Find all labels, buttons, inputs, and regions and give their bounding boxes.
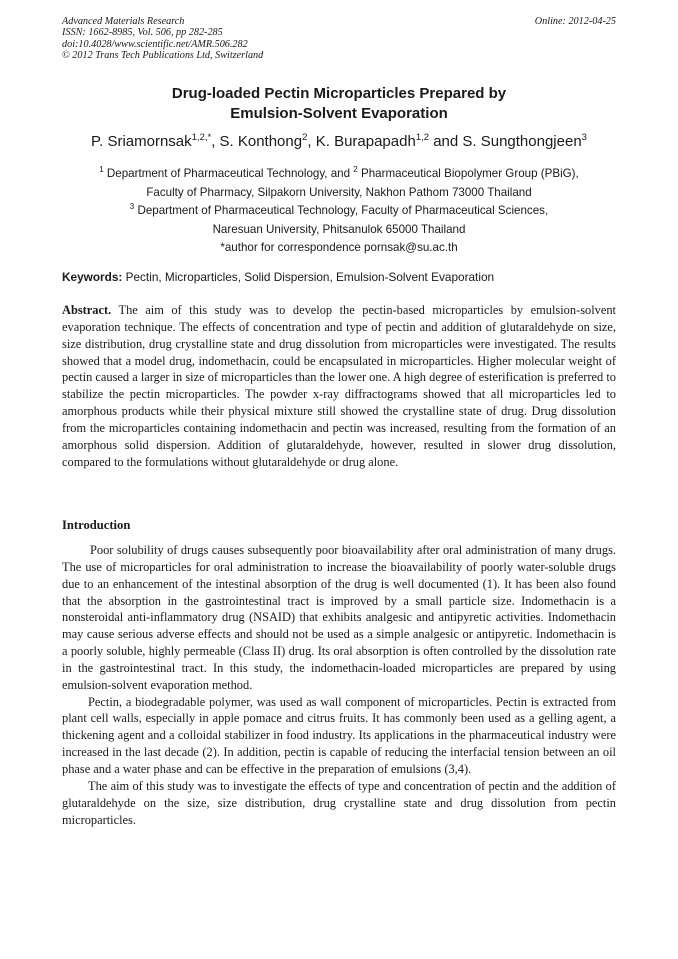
title-line-1: Drug-loaded Pectin Microparticles Prepared by: [171, 85, 507, 102]
author-affiliation-mark: 1,2: [415, 132, 430, 143]
paragraph: Pectin, a biodegradable polymer, was used as wall component of microparticles. Pectin is extracted from plant cell walls, especially in apple pomace and citrus fruits. It has commonly been used as a gelling agent, a thickening agent and a colloidal stabilizer in food industry. Its applications in the pharmaceutical industry were increased in the last decade (2). In addition, pectin is capable of reducing the interfacial tension between an oil phase and a water phase and can be effective in the preparation of emulsions (3,4).: [62, 694, 616, 776]
affiliation-mark: 3: [129, 202, 135, 212]
author-name: , S. Konthong: [211, 133, 303, 150]
affiliation-text: Department of Pharmaceutical Technology, Faculty of Pharmaceutical Sciences,: [134, 204, 549, 217]
introduction-body: [62, 542, 616, 828]
journal-header: [62, 16, 263, 62]
author-affiliation-mark: 3: [581, 132, 587, 143]
copyright-line: © 2012 Trans Tech Publications Ltd, Switzerland: [62, 50, 264, 62]
correspondence-line[interactable]: *author for correspondence pornsak@su.ac.th: [220, 241, 458, 254]
paragraph: The aim of this study was to investigate the effects of type and concentration of pectin and the addition of glutaraldehyde on the size, size distribution, drug crystalline state and drug dissolution from pectin microparticles.: [62, 778, 616, 827]
affiliation-line: [62, 202, 616, 221]
keywords-text: Pectin, Microparticles, Solid Dispersion, Emulsion-Solvent Evaporation: [122, 270, 495, 284]
affiliation-line: Naresuan University, Phitsanulok 65000 Thailand: [212, 222, 466, 236]
affiliation-line: [62, 165, 616, 184]
affiliations: [62, 165, 616, 258]
paper-title: [62, 84, 616, 124]
online-date: Online: 2012-04-25: [534, 16, 616, 27]
affiliation-mark: 2: [353, 165, 358, 175]
affiliation-mark: 1: [99, 165, 104, 175]
keywords-label: Keywords:: [62, 270, 123, 284]
paragraph: Poor solubility of drugs causes subsequently poor bioavailability after oral administration of many drugs. The use of microparticles for oral administration to increase the bioavailability of poorly water-soluble drugs due to an enhancement of the intestinal absorption of the drug is well documented (1). It has been also found that the absorption in the gastrointestinal tract is improved by a small particle size. Indomethacin is a nonsteroidal anti-inflammatory drug (NSAID) that exhibits analgesic and antipyretic activities. Indomethacin may cause serious adverse effects and should not be used as a simple analgesic or antipyretic. Indomethacin is a poorly soluble, highly permeable (Class II) drug. Its oral absorption is often controlled by the dissolution rate in the gastrointestinal tract. In this study, the indomethacin-loaded microparticles are prepared by using emulsion-solvent evaporation method.: [62, 543, 616, 692]
abstract-label: Abstract.: [62, 303, 112, 317]
affiliation-text: Department of Pharmaceutical Technology, and: [103, 167, 354, 180]
author-name: and S. Sungthongjeen: [429, 133, 582, 150]
abstract: [62, 302, 616, 470]
doi-line[interactable]: doi:10.4028/www.scientific.net/AMR.506.282: [62, 38, 248, 50]
author-affiliation-mark: 2: [302, 132, 308, 143]
journal-name: Advanced Materials Research: [62, 16, 185, 27]
author-list: [62, 132, 616, 152]
affiliation-line: Faculty of Pharmacy, Silpakorn University, Nakhon Pathom 73000 Thailand: [146, 185, 532, 199]
keywords: [62, 270, 616, 284]
author-name: , K. Burapapadh: [307, 133, 416, 150]
abstract-text: The aim of this study was to develop the pectin-based microparticles by emulsion-solvent evaporation technique. The effects of concentration and type of pectin and addition of glutaraldehyde on size, size distribution, drug crystalline state and drug dissolution from microparticles were investigated. The results showed that a model drug, indomethacin, could be encapsulated in microparticles. Higher molecular weight of pectin caused a larger in size of microparticles than the lower one. A high degree of esterification is preferred to stabilize the pectin microparticles. The powder x-ray diffractograms showed that all microparticles led to amorphous products while their physical mixture still showed the crystalline state of drug. Drug dissolution from the microparticles containing indomethacin and pectin was increased, resulting from the formation of an amorphous solid dispersion. Addition of glutaraldehyde, however, resulted in slower drug dissolution, compared to the formulations without glutaraldehyde or drug alone.: [62, 303, 616, 469]
affiliation-text: Pharmaceutical Biopolymer Group (PBiG),: [357, 167, 579, 180]
author-affiliation-mark: 1,2,*: [191, 132, 212, 143]
section-heading-introduction: Introduction: [62, 518, 131, 532]
author-name: P. Sriamornsak: [91, 133, 192, 150]
title-line-2: Emulsion-Solvent Evaporation: [230, 105, 448, 122]
issn-volume: ISSN: 1662-8985, Vol. 506, pp 282-285: [62, 27, 223, 39]
